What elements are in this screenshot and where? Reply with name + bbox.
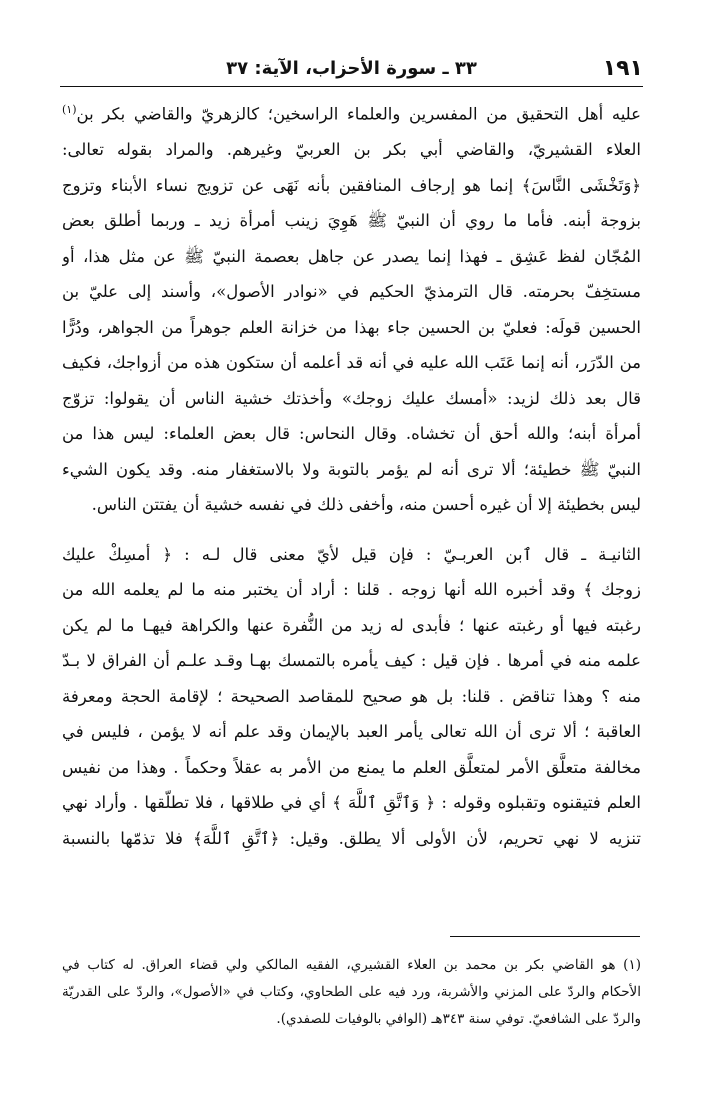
text-line: علمه منه في أمرها . فإن قيل : كيف يأمره بالتمسك بهـا وقـد علـم أن الفراق لا بـدّ — [62, 651, 641, 670]
paragraph-first — [62, 92, 641, 523]
text-line: الحسين قولَه: فعليّ بن الحسين جاء بهذا من خزانة العلم جوهراً من الجواهر، ودُرًّا — [62, 317, 641, 337]
text-line: ليس بخطيئة إلا أن غيره أحسن منه، وأخفى ذلك في نفسه خشية أن يفتتن الناس. — [91, 495, 641, 514]
page-number: ١٩١ — [602, 56, 643, 81]
text-line: زوجك ﴾ وقد أخبره الله أنها زوجه . قلنا : أراد أن يختبر منه ما لم يعلمه الله من — [62, 580, 641, 599]
text-line: قال بعد ذلك لزيد: «أمسك عليك زوجك» وأخذتك خشية الناس أن يقولوا: تزوّج — [62, 388, 641, 408]
text-line: تنزيه لا نهي تحريم، لأن الأولى ألا يطلق. وقيل: ﴿ٱتَّقِ ٱللَّهَ﴾ فلا تذمّها بالنسبة — [62, 828, 641, 848]
text-line: العلاء القشيريّ، والقاضي أبي بكر بن العربيّ وغيرهم. والمراد بقوله تعالى: — [62, 140, 641, 159]
text-line: العاقبة ؛ ألا ترى أن الله تعالى يأمر العبد بالإيمان وقد علم أنه لا يؤمن ، فليس في — [62, 722, 641, 741]
text-line: مخالفة متعلَّق الأمر لمتعلَّق العلم ما يمنع من الأمر به عقلاً وحكماً . وهذا من نفيس — [62, 757, 641, 777]
page-header — [60, 52, 643, 87]
footnote-separator — [450, 936, 640, 937]
line-text: عليه أهل التحقيق من المفسرين والعلماء الراسخين؛ كالزهريّ والقاضي بكر بن — [76, 104, 641, 124]
text-line: العلم فتيقنوه وتقبلوه وقوله : ﴿ وَٱتَّقِ ٱللَّهَ ﴾ أي في طلاقها ، فلا تطلّقها . وأراد نهي — [62, 793, 641, 812]
text-line: الثانيـة ـ قال ٱبن العربـيّ : فإن قيل لأيّ معنى قال لـه : ﴿ أمسِكْ عليك — [62, 544, 641, 564]
paragraph-second — [62, 537, 641, 857]
text-line: منه ؟ وهذا تناقض . قلنا: بل هو صحيح للمقاصد الصحيحة ؛ لإقامة الحجة ومعرفة — [62, 686, 641, 706]
text-line: بزوجة أبنه. فأما ما روي أن النبيّ ﷺ هَوِيَ زينب أمرأة زيد ـ وربما أطلق بعض — [62, 211, 641, 230]
running-title: ٣٣ ـ سورة الأحزاب، الآية: ٣٧ — [226, 58, 477, 79]
text-line — [62, 92, 641, 132]
text-line: أمرأة أبنه؛ والله أحق أن تخشاه. وقال النحاس: قال بعض العلماء: ليس هذا من — [62, 424, 641, 443]
text-line: مستخِفّ بحرمته. قال الترمذيّ الحكيم في «نوادر الأصول»، وأسند إلى عليّ بن — [62, 282, 641, 301]
text-line: رغبته فيها أو رغبته عنها ؛ فأبدى له زيد من النُّفرة عنها والكراهة فيهـا ما لم يكن — [62, 615, 641, 635]
text-line: المُجّان لفظ عَشِق ـ فهذا إنما يصدر عن جاهل بعصمة النبيّ ﷺ عن مثل هذا، أو — [62, 246, 641, 266]
footnote-line: والردّ على الشافعيّ. توفي سنة ٣٤٣هـ (الوافي بالوفيات للصفدي). — [276, 1011, 641, 1027]
footnotes — [62, 952, 641, 1033]
text-line: ﴿وَتَخْشَى النَّاسَ﴾ إنما هو إرجاف المنافقين بأنه نَهَى عن تزويج نساء الأبناء وتزوج — [62, 175, 641, 195]
main-text — [62, 92, 641, 856]
text-line: من الدّرَر، أنه إنما عَتَب الله عليه في أنه قد أعلمه أن ستكون هذه من أزواجك، فكيف — [62, 353, 641, 372]
footnote-line: الأحكام والردّ على المزني والأشربة، ورد فيه على الطحاوي، وكتاب في «الأصول»، والردّ على القدريّة — [62, 984, 641, 1000]
footnote-reference: (١) — [62, 103, 77, 116]
text-line: النبيّ ﷺ خطيئة؛ ألا ترى أنه لم يؤمر بالتوبة ولا بالاستغفار منه. وقد يكون الشيء — [62, 459, 641, 479]
footnote-line: (١) هو القاضي بكر بن محمد بن العلاء القشيري، الفقيه المالكي ولي قضاء العراق. له كتاب في — [62, 957, 641, 973]
